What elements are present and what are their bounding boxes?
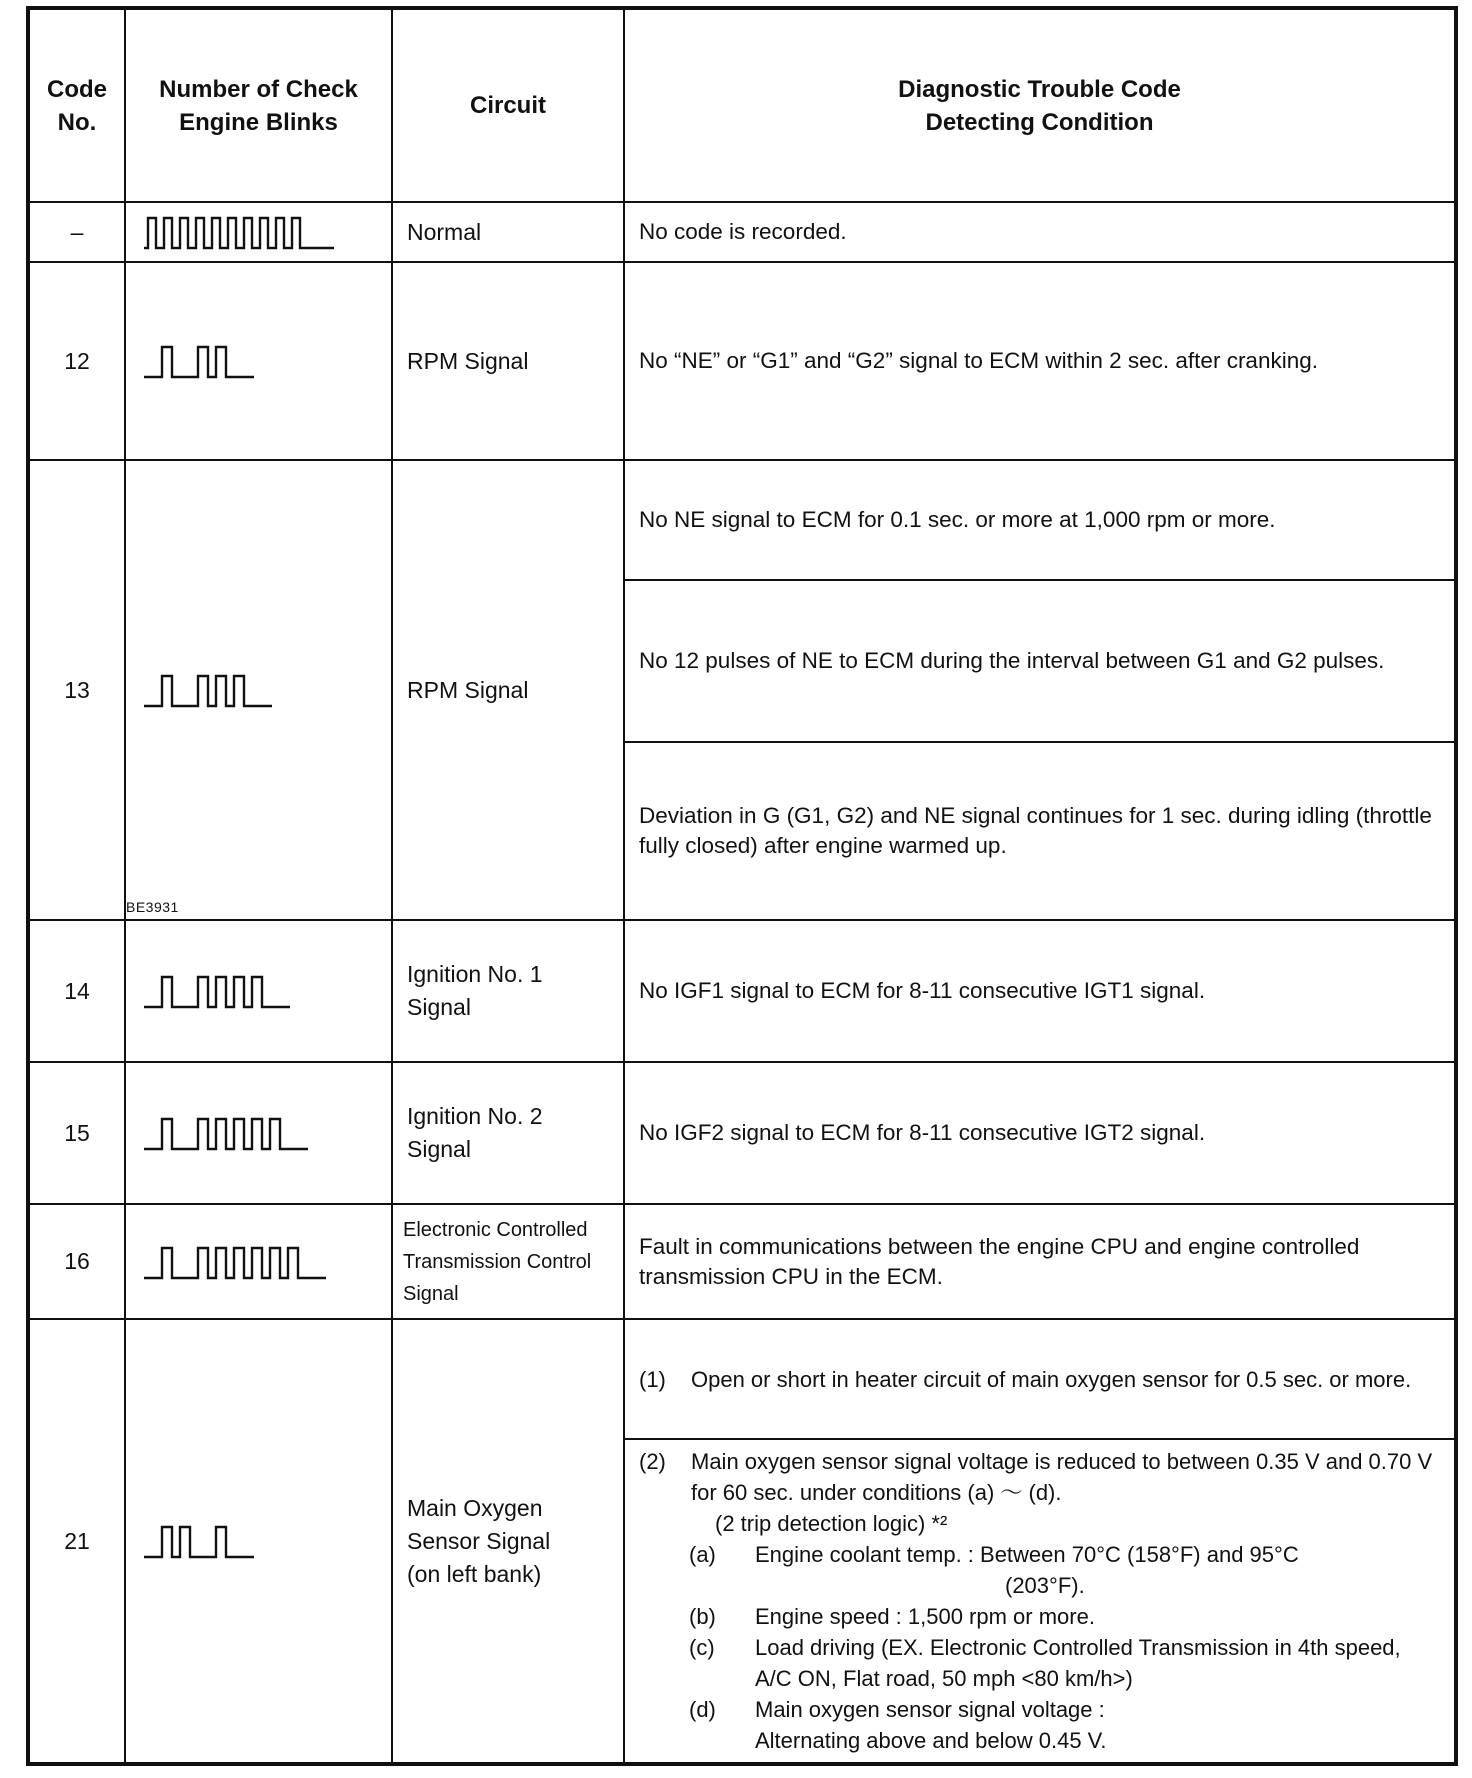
condition-subitem: (d) Main oxygen sensor signal voltage : Alternating above and below 0.45 V.: [689, 1697, 1107, 1753]
header-code: [29, 9, 125, 202]
circuit-label: Ignition No. 2 Signal: [407, 1103, 543, 1162]
blink-waveform-icon: [144, 971, 344, 1011]
blink-pattern-cell: [125, 1204, 392, 1319]
blink-pattern-cell: [125, 460, 392, 920]
condition-text: No NE signal to ECM for 0.1 sec. or more at 1,000 rpm or more.: [639, 507, 1276, 532]
code-cell: 12: [29, 262, 125, 460]
circuit-cell: RPM Signal: [392, 262, 624, 460]
circuit-label: Main Oxygen Sensor Signal (on left bank): [407, 1494, 551, 1587]
code-cell: –: [29, 202, 125, 262]
code-cell: 13: [29, 460, 125, 920]
condition-cell: No IGF1 signal to ECM for 8-11 consecutive IGT1 signal.: [624, 920, 1455, 1062]
condition-subrow: [625, 461, 1454, 581]
blink-pattern-cell: [125, 1319, 392, 1763]
blink-pattern-cell: [125, 920, 392, 1062]
blink-waveform-icon: [144, 670, 344, 710]
condition-cell: No IGF2 signal to ECM for 8-11 consecutive IGT2 signal.: [624, 1062, 1455, 1204]
condition-cell: [624, 460, 1455, 920]
circuit-cell: Normal: [392, 202, 624, 262]
condition-subrow: [625, 743, 1454, 919]
table-row: [29, 1062, 1455, 1204]
table-row: [29, 1319, 1455, 1763]
condition-subrows: [625, 461, 1454, 919]
table-row: [29, 460, 1455, 920]
blink-waveform-icon: [144, 1521, 344, 1561]
header-condition-label: Diagnostic Trouble Code Detecting Condition: [898, 75, 1181, 136]
code-cell: 21: [29, 1319, 125, 1763]
table-row: [29, 202, 1455, 262]
code-cell: 16: [29, 1204, 125, 1319]
condition-cell: Fault in communications between the engine CPU and engine controlled transmission CPU in the ECM.: [624, 1204, 1455, 1319]
table-row: [29, 1204, 1455, 1319]
trip-logic-note: (2 trip detection logic) *²: [715, 1511, 948, 1536]
blink-pattern-cell: [125, 202, 392, 262]
condition-subrow: [625, 581, 1454, 743]
condition-cell: No code is recorded.: [624, 202, 1455, 262]
figure-reference: BE3931: [126, 899, 179, 915]
circuit-cell: [392, 1204, 624, 1319]
condition-cell: [624, 1319, 1455, 1763]
code-cell: 15: [29, 1062, 125, 1204]
blink-waveform-icon: [144, 212, 344, 252]
circuit-label: Ignition No. 1 Signal: [407, 961, 543, 1020]
table-row: [29, 920, 1455, 1062]
header-blinks: [125, 9, 392, 202]
blink-pattern-cell: [125, 1062, 392, 1204]
header-circuit: Circuit: [392, 9, 624, 202]
condition-text: No 12 pulses of NE to ECM during the interval between G1 and G2 pulses.: [639, 648, 1385, 673]
dtc-table-sheet: [26, 6, 1458, 1766]
blink-waveform-icon: [144, 1242, 344, 1282]
circuit-cell: [392, 920, 624, 1062]
circuit-label: Electronic Controlled Transmission Control Signal: [403, 1218, 592, 1305]
circuit-cell: [392, 1062, 624, 1204]
dtc-table: [28, 8, 1456, 1764]
condition-cell: No “NE” or “G1” and “G2” signal to ECM within 2 sec. after cranking.: [624, 262, 1455, 460]
circuit-cell: RPM Signal: [392, 460, 624, 920]
header-row: [29, 9, 1455, 202]
condition-text: Deviation in G (G1, G2) and NE signal continues for 1 sec. during idling (throttle fully closed) after engine warmed up.: [639, 803, 1432, 858]
condition-subitem: (a) Engine coolant temp. : Between 70°C (158°F) and 95°C (203°F).: [689, 1542, 1299, 1598]
condition-subrows: [625, 1320, 1454, 1762]
header-condition: [624, 9, 1455, 202]
circuit-cell: [392, 1319, 624, 1763]
blink-waveform-icon: [144, 341, 344, 381]
code-cell: 14: [29, 920, 125, 1062]
condition-item: (2) Main oxygen sensor signal voltage is reduced to between 0.35 V and 0.70 V for 60 sec. under conditions (a) ～ (d). (2 trip detection logic) *²: [639, 1449, 1433, 1536]
condition-subrow: [625, 1320, 1454, 1440]
table-row: [29, 262, 1455, 460]
header-blinks-label: Number of Check Engine Blinks: [159, 75, 358, 136]
condition-subrow: [625, 1440, 1454, 1762]
blink-waveform-icon: [144, 1113, 344, 1153]
condition-subitem: (b) Engine speed : 1,500 rpm or more.: [689, 1604, 1095, 1629]
blink-pattern-cell: [125, 262, 392, 460]
condition-subitem: (c) Load driving (EX. Electronic Controlled Transmission in 4th speed, A/C ON, Flat road, 50 mph <80 km/h>): [689, 1635, 1401, 1691]
header-code-label: Code No.: [47, 75, 107, 136]
condition-item: (1) Open or short in heater circuit of main oxygen sensor for 0.5 sec. or more.: [639, 1366, 1412, 1392]
